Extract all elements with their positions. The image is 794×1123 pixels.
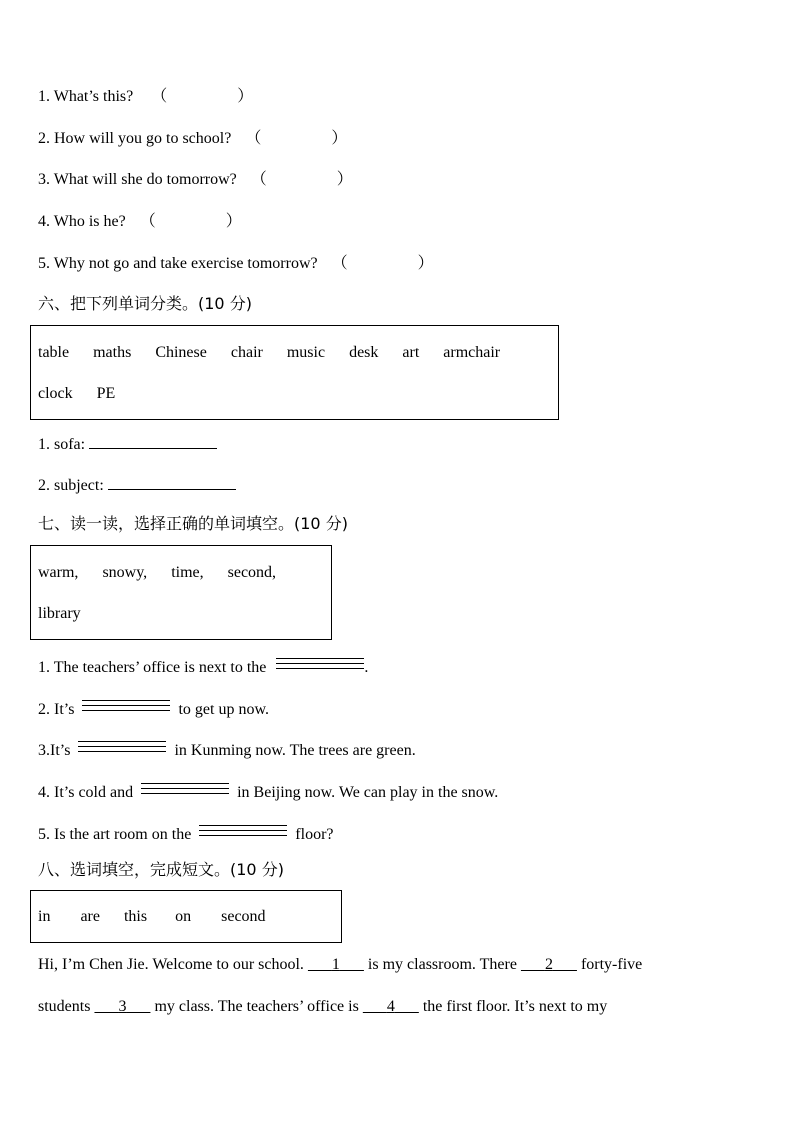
numbered-blank-4[interactable]: 4: [386, 998, 395, 1015]
question-4: 4. Who is he? （ ）: [38, 213, 242, 230]
question-text: 4. Who is he?: [38, 213, 126, 230]
fill-blank[interactable]: [141, 779, 229, 799]
passage-line-2: students 3 my class. The teachers’ office is 4 the first floor. It’s next to my: [38, 998, 608, 1015]
word-bank-7-row2: [38, 604, 81, 624]
fill-item-3: 3.It’s in Kunming now. The trees are green.: [38, 737, 416, 761]
word: warm,: [38, 564, 79, 581]
word-bank-6-row1: [38, 343, 500, 363]
question-5: 5. Why not go and take exercise tomorrow? （ ）: [38, 255, 434, 272]
numbered-blank-2[interactable]: 2: [544, 956, 553, 973]
item-label: 1. sofa:: [38, 436, 86, 453]
numbered-blank-1[interactable]: 1: [331, 956, 340, 973]
word: desk: [349, 344, 379, 361]
answer-line[interactable]: [108, 473, 236, 490]
passage-line-1: Hi, I’m Chen Jie. Welcome to our school. 1 is my classroom. There 2 forty-five: [38, 956, 643, 973]
fill-blank[interactable]: [199, 821, 287, 841]
word: PE: [96, 385, 116, 402]
question-text: 3. What will she do tomorrow?: [38, 171, 237, 188]
section-6-title: 六、把下列单词分类。(10 分): [38, 294, 252, 313]
word: art: [402, 344, 420, 361]
word: library: [38, 605, 81, 622]
word: are: [80, 908, 100, 925]
question-2: 2. How will you go to school? （ ）: [38, 130, 348, 147]
fill-blank[interactable]: [276, 654, 364, 674]
section-8-title: 八、选词填空，完成短文。(10 分): [38, 860, 284, 879]
word: time,: [171, 564, 204, 581]
classify-item-1: [38, 432, 217, 455]
word-bank-7: [30, 545, 332, 640]
question-text: 2. How will you go to school?: [38, 130, 232, 147]
fill-item-5: 5. Is the art room on the floor?: [38, 821, 334, 845]
question-text: 5. Why not go and take exercise tomorrow?: [38, 255, 318, 272]
word: maths: [93, 344, 132, 361]
word: on: [175, 908, 192, 925]
answer-line[interactable]: [89, 432, 217, 449]
word: table: [38, 344, 70, 361]
word: second,: [227, 564, 277, 581]
item-label: 2. subject:: [38, 477, 104, 494]
classify-item-2: [38, 473, 236, 496]
word: in: [38, 908, 51, 925]
fill-item-1: 1. The teachers’ office is next to the .: [38, 654, 368, 678]
question-text: 1. What’s this?: [38, 88, 134, 105]
word: Chinese: [155, 344, 207, 361]
word: this: [123, 908, 148, 925]
fill-blank[interactable]: [82, 696, 170, 716]
question-1: 1. What’s this? （ ）: [38, 88, 254, 105]
fill-item-4: 4. It’s cold and in Beijing now. We can play in the snow.: [38, 779, 498, 803]
word-bank-7-row1: [38, 563, 276, 583]
word-bank-8-row: [38, 907, 266, 927]
word: chair: [230, 344, 263, 361]
word: second: [221, 908, 266, 925]
numbered-blank-3[interactable]: 3: [118, 998, 127, 1015]
word: clock: [38, 385, 73, 402]
fill-blank[interactable]: [78, 737, 166, 757]
question-3: 3. What will she do tomorrow? （ ）: [38, 171, 353, 188]
word: snowy,: [102, 564, 148, 581]
word-bank-6: [30, 325, 559, 420]
word: armchair: [443, 344, 501, 361]
word-bank-6-row2: [38, 384, 115, 404]
word: music: [286, 344, 326, 361]
fill-item-2: 2. It’s to get up now.: [38, 696, 269, 720]
section-7-title: 七、读一读，选择正确的单词填空。(10 分): [38, 514, 348, 533]
